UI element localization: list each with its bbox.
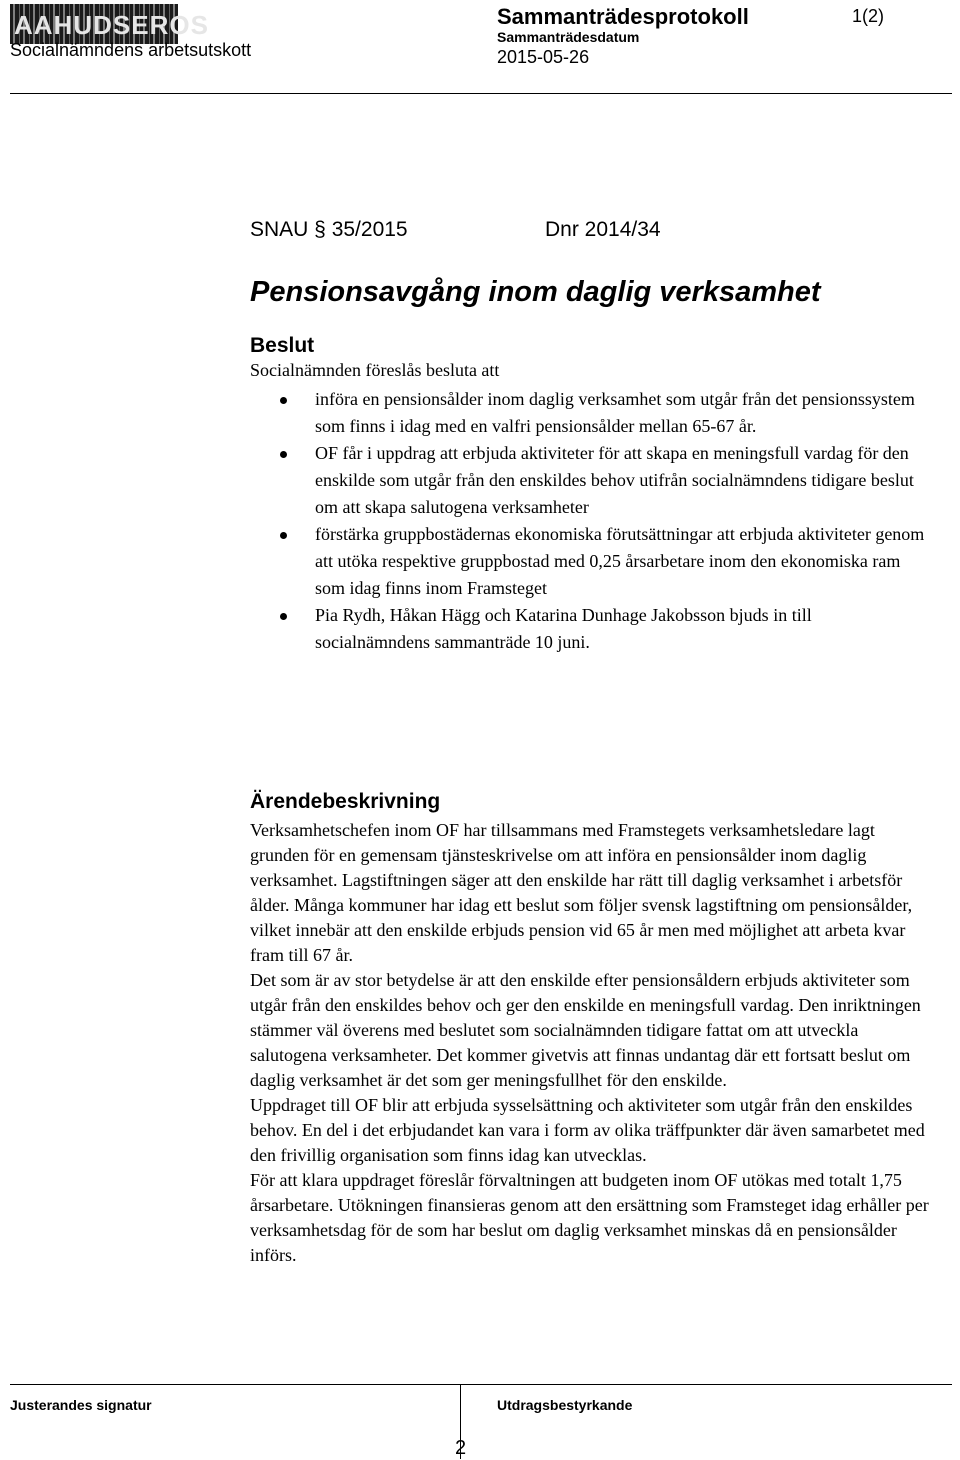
page-indicator: 1(2) <box>852 6 885 26</box>
bullet-icon <box>280 613 287 620</box>
decision-heading: Beslut <box>250 334 315 357</box>
bullet-icon <box>280 532 287 539</box>
header-divider <box>10 93 952 94</box>
paragraph: Det som är av stor betydelse är att den enskilde efter pensionsåldern erbjuds aktiviteter som utgår från den enskildes behov och ger den enskilde en meningsfull vardag. Den inriktningen stämmer väl överens med beslutet som socialnämnden tidigare fattat om att utveckla salutogena verksamheter. Det kommer givetvis att finnas undantag där ett fortsatt beslut om daglig verksamhet är det som ger meningsfullhet för den enskilde. <box>250 970 921 1090</box>
decision-item: OF får i uppdrag att erbjuda aktiviteter för att skapa en meningsfull vardag för den enskilde som utgår från den enskildes behov utifrån socialnämndens tidigare beslut om att skapa salutogena verksamheter <box>250 440 930 521</box>
case-description-body <box>250 818 930 1268</box>
bullet-icon <box>280 397 287 404</box>
meeting-date-label: Sammanträdesdatum <box>497 29 640 45</box>
item-title: Pensionsavgång inom daglig verksamhet <box>250 276 821 308</box>
decision-item: förstärka gruppbostädernas ekonomiska förutsättningar att erbjuda aktiviteter genom att utöka respektive gruppbostad med 0,25 årsarbetare inom den ekonomiska ram som idag finns inom Framsteget <box>250 521 930 602</box>
footer-divider <box>10 1384 952 1385</box>
diary-number: Dnr 2014/34 <box>545 218 661 241</box>
document-title: Sammanträdesprotokoll <box>497 4 749 29</box>
case-reference <box>250 218 661 242</box>
signature-label: Justerandes signatur <box>10 1397 152 1413</box>
snau-number: SNAU § 35/2015 <box>250 218 408 241</box>
paragraph: För att klara uppdraget föreslår förvaltningen att budgeten inom OF utökas med totalt 1,75 årsarbetare. Utökningen finansieras genom att den ersättning som Framsteget idag erhåller per verksamhetsdag för de som har beslut om daglig verksamhet minskas då en pensionsålder införs. <box>250 1170 929 1265</box>
decision-item: införa en pensionsålder inom daglig verksamhet som utgår från det pensionssystem som finns i idag med en valfri pensionsålder mellan 65-67 år. <box>250 386 930 440</box>
meeting-date-value: 2015-05-26 <box>497 47 590 67</box>
organization-name: Socialnämndens arbetsutskott <box>10 40 252 60</box>
paragraph: Uppdraget till OF blir att erbjuda sysselsättning och aktiviteter som utgår från den enskildes behov. En del i det erbjudandet kan vara i form av olika träffpunkter där även samarbetet med den frivillig organisation som finns idag kan utvecklas. <box>250 1095 925 1165</box>
decision-intro: Socialnämnden föreslås besluta att <box>250 360 500 380</box>
extract-certification-label: Utdragsbestyrkande <box>497 1397 633 1413</box>
bullet-icon <box>280 451 287 458</box>
case-description-heading: Ärendebeskrivning <box>250 790 441 813</box>
logo-text: AAHUDSEROS <box>14 10 209 40</box>
decision-list <box>250 386 930 656</box>
municipality-logo <box>10 4 209 44</box>
page-number: 2 <box>455 1437 467 1459</box>
decision-item: Pia Rydh, Håkan Hägg och Katarina Dunhage Jakobsson bjuds in till socialnämndens sammanträde 10 juni. <box>250 602 930 656</box>
paragraph: Verksamhetschefen inom OF har tillsammans med Framstegets verksamhetsledare lagt grunden för en gemensam tjänsteskrivelse om att införa en pensionsålder inom daglig verksamhet. Lagstiftningen säger att den enskilde har rätt till daglig verksamhet i arbetsför ålder. Många kommuner har idag ett beslut som följer svensk lagstiftning om pensionsålder, vilket innebär att den enskilde erbjuds pension vid 65 år men med möjlighet att arbeta kvar fram till 67 år. <box>250 820 913 965</box>
